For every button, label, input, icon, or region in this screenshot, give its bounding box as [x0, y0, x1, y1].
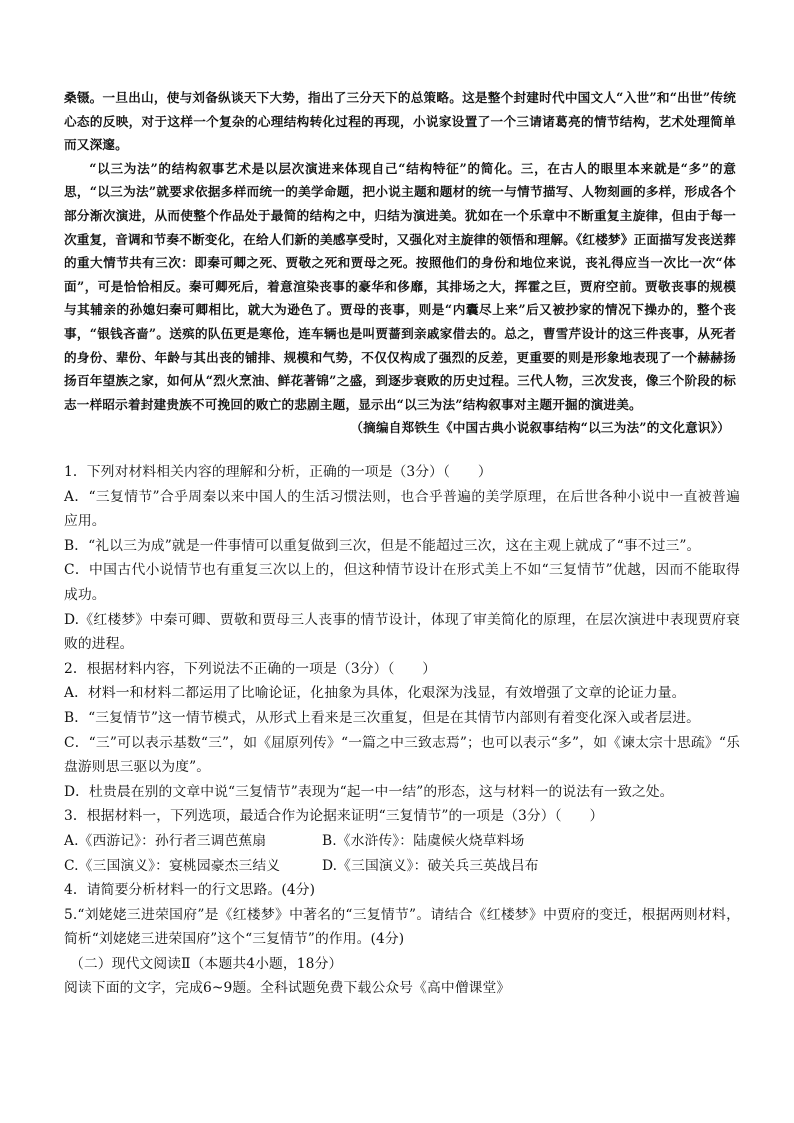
- question-2-stem: 2．根据材料内容，下列说法不正确的一项是（3分）（ ）: [64, 660, 437, 677]
- passage-source: （摘编自郑铁生《中国古典小说叙事结构“以三为法”的文化意识》）: [350, 420, 730, 436]
- section-title: （二）现代文阅读Ⅱ（本题共4小题，18分）: [70, 955, 343, 972]
- question-5: 5.“刘姥姥三进荣国府”是《红楼梦》中著名的“三复情节”。请结合《红楼梦》中贾府的变迁，根据两则材料，简析“刘姥姥三进荣国府”这个“三复情节”的作用。(4分): [64, 906, 740, 948]
- question-3-option-a: A.《西游记》：孙行者三调芭蕉扇: [64, 832, 267, 849]
- question-3-options-row-2: [64, 854, 740, 879]
- section-intro: 阅读下面的文字，完成6~9题。全科试题免费下载公众号《高中僧课堂》: [64, 980, 511, 997]
- question-3-option-d: D.《三国演义》：破关兵三英战吕布: [322, 857, 539, 874]
- question-1-option-c: C．中国古代小说情节也有重复三次以上的，但这种情节设计在形式美上不如“三复情节”优越，因而不能取得成功。: [64, 562, 740, 603]
- question-3-stem: 3．根据材料一，下列选项，最适合作为论据来证明“三复情节”的一项是（3分）（ ）: [64, 808, 604, 825]
- question-1-option-a: A．“三复情节”合乎周秦以来中国人的生活习惯法则，也合乎普遍的美学原理，在后世各种小说中一直被普遍应用。: [64, 488, 740, 530]
- reading-passage: [64, 86, 736, 440]
- question-2-option-c: C．“三”可以表示基数“三”，如《屈原列传》“一篇之中三致志焉”；也可以表示“多”，如《谏太宗十思疏》“乐盘游则思三驱以为度”。: [64, 734, 740, 776]
- question-2-option-b: B．“三复情节”这一情节模式，从形式上看来是三次重复，但是在其情节内部则有着变化深入或者层进。: [64, 709, 701, 726]
- passage-paragraph-1: 桑镊。一旦出山，使与刘备纵谈天下大势，指出了三分天下的总策略。这是整个封建时代中国文人“入世”和“出世”传统心态的反映，对于这样一个复杂的心理结构转化过程的再现，小说家设置了一个三请诸葛亮的情节结构，艺术处理简单而又深邃。: [64, 90, 736, 153]
- question-3-options-row-1: [64, 829, 740, 854]
- question-2-option-a: A．材料一和材料二都运用了比喻论证，化抽象为具体，化艰深为浅显，有效增强了文章的论证力量。: [64, 685, 686, 702]
- question-3-option-c: C.《三国演义》：宴桃园豪杰三结义: [64, 857, 281, 874]
- question-1-option-b: B．“礼以三为成”就是一件事情可以重复做到三次，但是不能超过三次，这在主观上就成了“事不过三”。: [64, 537, 701, 554]
- question-list: [64, 460, 740, 1001]
- question-4: 4．请简要分析材料一的行文思路。(4分): [64, 882, 316, 899]
- question-3-option-b: B.《水浒传》：陆虞候火烧草料场: [322, 832, 525, 849]
- question-1-stem: 1．下列对材料相关内容的理解和分析，正确的一项是（3分）（ ）: [64, 464, 492, 480]
- question-2-option-d: D．杜贵晨在别的文章中说“三复情节”表现为“起一中一结”的形态，这与材料一的说法有一致之处。: [64, 783, 674, 800]
- question-1-option-d: D.《红楼梦》中秦可卿、贾敬和贾母三人丧事的情节设计，体现了审美简化的原理，在层次演进中表现贾府衰败的进程。: [64, 611, 740, 653]
- passage-paragraph-2: “以三为法”的结构叙事艺术是以层次演进来体现自己“结构特征”的简化。三，在古人的眼里本来就是“多”的意思，“以三为法”就要求依据多样而统一的美学命题，把小说主题和题材的统一与情节描写、人物刻画的多样，形成各个部分渐次演进，从而使整个作品处于最简的结构之中，归结为演进美。犹如在一个乐章中不断重复主旋律，但由于每一次重复，音调和节奏不断变化，在给人们新的美感享受时，又强化对主旋律的领悟和理解。《红楼梦》正面描写发丧送葬的重大情节共有三次：即秦可卿之死、贾敬之死和贾母之死。按照他们的身份和地位来说，丧礼得应当一次比一次“体面”，可是恰恰相反。秦可卿死后，着意渲染丧事的豪华和侈靡，其排场之大，挥霍之巨，贾府空前。贾敬丧事的规模与其辅亲的孙媳妇秦可卿相比，就大为逊色了。贾母的丧事，则是“内囊尽上来”后又被抄家的情况下操办的，整个丧事，“银钱吝啬”。送殡的队伍更是寒伧，连车辆也是叫贾蔷到亲戚家借去的。总之，曹雪芹设计的这三件丧事，从死者的身份、辈份、年龄与其出丧的铺排、规模和气势，不仅仅构成了强烈的反差，更重要的则是形象地表现了一个赫赫扬扬百年望族之家，如何从“烈火烹油、鲜花著锦”之盛，到逐步衰败的历史过程。三代人物，三次发丧，像三个阶段的标志一样昭示着封建贵族不可挽回的败亡的悲剧主题，显示出“以三为法”结构叙事对主题开掘的演进美。: [64, 160, 736, 412]
